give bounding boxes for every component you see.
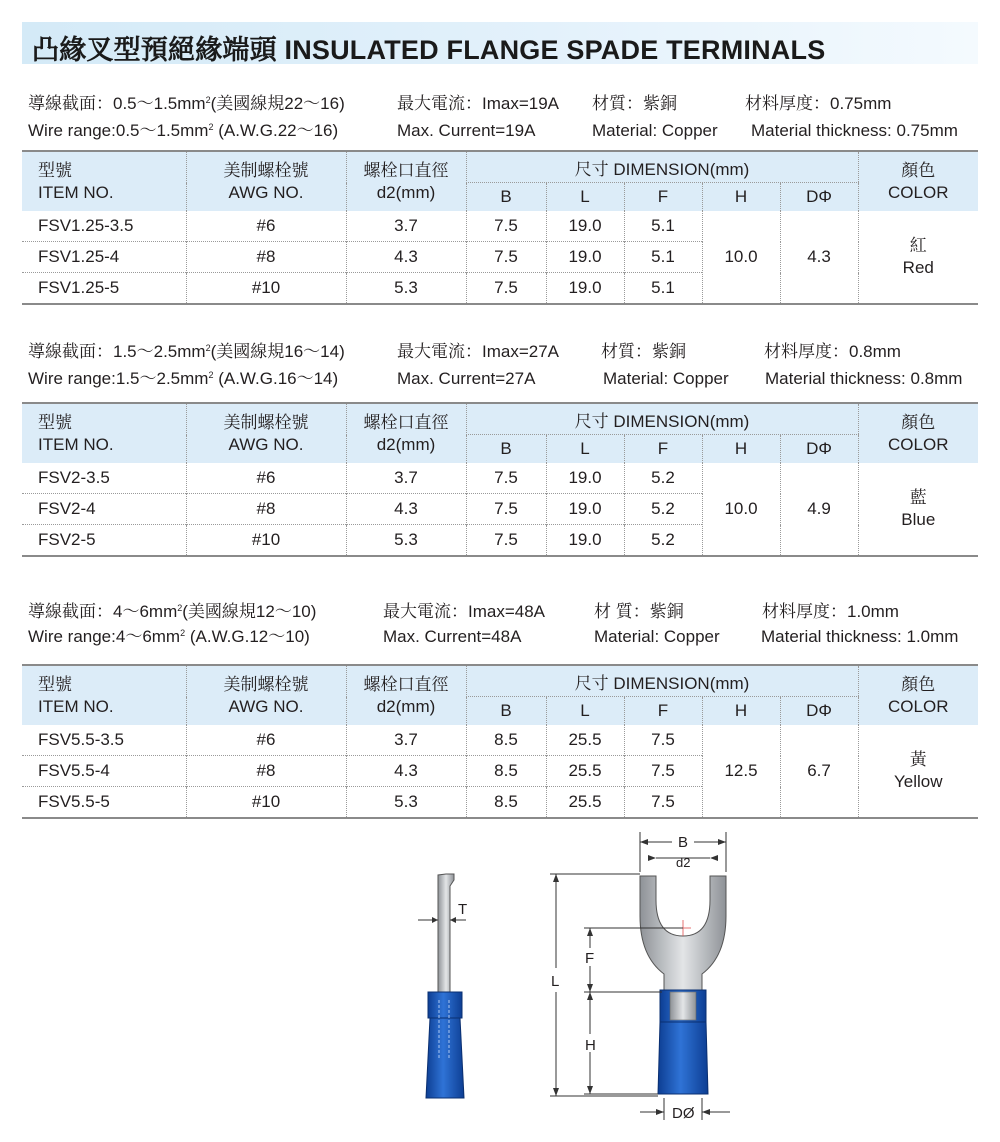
header-f: F: [624, 183, 702, 212]
b-value: 7.5: [466, 525, 546, 557]
header-d: DΦ: [780, 697, 858, 726]
item-no: FSV5.5-3.5: [38, 730, 124, 749]
terminal-drawing: [400, 828, 760, 1128]
l-value: 25.5: [546, 756, 624, 787]
header-f: F: [624, 697, 702, 726]
header-dimension: 尺寸 DIMENSION(mm): [466, 665, 858, 697]
header-dimension: 尺寸 DIMENSION(mm): [466, 151, 858, 183]
current-cn: 最大電流：Imax=19A: [397, 94, 560, 113]
title-banner: [22, 22, 978, 64]
l-value: 19.0: [546, 242, 624, 273]
material-cn: 材質：紫銅: [592, 94, 677, 113]
b-value: 8.5: [466, 756, 546, 787]
f-value: 5.2: [624, 463, 702, 494]
l-value: 19.0: [546, 525, 624, 557]
header-d: DΦ: [780, 435, 858, 464]
label-d2: d2: [676, 855, 691, 870]
awg-no: #6: [186, 463, 346, 494]
f-value: 7.5: [624, 787, 702, 819]
wire-range-en: Wire $range:1.5\sim 2.5mm^2$ (A.W.G.16～14): [28, 369, 339, 388]
header-b: B: [466, 697, 546, 726]
d2-value: 4.3: [346, 756, 466, 787]
wire-range-cn: 導線截面：$0.5\sim 1.5mm^2$(美國線規22～16): [28, 94, 345, 113]
awg-no: #6: [186, 211, 346, 242]
f-value: 5.2: [624, 494, 702, 525]
b-value: 8.5: [466, 725, 546, 756]
l-value: 25.5: [546, 787, 624, 819]
wire-range-cn: 導線截面：$4\sim 6mm^2$(美國線規12～10): [28, 602, 317, 621]
header-color: 顏色 COLOR: [858, 151, 978, 211]
page-title: 凸緣叉型預絕緣端頭 INSULATED FLANGE SPADE TERMINALS: [32, 35, 826, 65]
d2-value: 3.7: [346, 211, 466, 242]
wire-range-en: Wire $range:0.5\sim 1.5mm^2$ (A.W.G.22～16): [28, 121, 339, 140]
header-color: 顏色 COLOR: [858, 403, 978, 463]
material-cn: 材質：紫銅: [601, 342, 686, 361]
color-cell: 紅 Red: [858, 211, 978, 304]
table-row: [22, 211, 978, 242]
d2-value: 3.7: [346, 463, 466, 494]
header-h: H: [702, 697, 780, 726]
awg-no: #8: [186, 756, 346, 787]
b-value: 8.5: [466, 787, 546, 819]
label-h: H: [585, 1037, 596, 1054]
material-en: Material: Copper: [594, 627, 720, 646]
d2-value: 5.3: [346, 273, 466, 305]
b-value: 7.5: [466, 211, 546, 242]
wire-range-cn: 導線截面：$1.5\sim 2.5mm^2$(美國線規16～14): [28, 342, 345, 361]
thickness-cn: 材料厚度：1.0mm: [762, 602, 899, 621]
table-row: [22, 725, 978, 756]
f-value: 7.5: [624, 756, 702, 787]
header-l: L: [546, 183, 624, 212]
header-awg: 美制螺栓號 AWG NO.: [186, 403, 346, 463]
current-en: Max. Current=27A: [397, 369, 536, 388]
b-value: 7.5: [466, 494, 546, 525]
header-item: 型號 ITEM NO.: [22, 403, 186, 463]
f-value: 5.1: [624, 211, 702, 242]
front-view: [550, 832, 730, 1122]
thickness-en: Material thickness: 0.75mm: [751, 121, 958, 140]
f-value: 7.5: [624, 725, 702, 756]
d-value: 4.9: [780, 463, 858, 556]
d2-value: 3.7: [346, 725, 466, 756]
d2-value: 4.3: [346, 494, 466, 525]
spec-table-3: [22, 664, 978, 819]
material-cn: 材 質：紫銅: [594, 602, 684, 621]
thickness-en: Material thickness: 0.8mm: [765, 369, 963, 388]
header-awg: 美制螺栓號 AWG NO.: [186, 665, 346, 725]
f-value: 5.1: [624, 242, 702, 273]
b-value: 7.5: [466, 242, 546, 273]
header-h: H: [702, 435, 780, 464]
current-en: Max. Current=48A: [383, 627, 522, 646]
current-en: Max. Current=19A: [397, 121, 536, 140]
awg-no: #10: [186, 787, 346, 819]
header-awg: 美制螺栓號 AWG NO.: [186, 151, 346, 211]
header-l: L: [546, 435, 624, 464]
item-no: FSV1.25-3.5: [38, 216, 134, 235]
header-dimension: 尺寸 DIMENSION(mm): [466, 403, 858, 435]
f-value: 5.1: [624, 273, 702, 305]
header-item: 型號 ITEM NO.: [22, 665, 186, 725]
thickness-cn: 材料厚度：0.75mm: [745, 94, 892, 113]
d-value: 4.3: [780, 211, 858, 304]
awg-no: #6: [186, 725, 346, 756]
thickness-cn: 材料厚度：0.8mm: [764, 342, 901, 361]
spec-table-1: [22, 150, 978, 305]
h-value: 12.5: [702, 725, 780, 818]
awg-no: #10: [186, 273, 346, 305]
item-no: FSV1.25-5: [38, 278, 120, 297]
header-bolt: 螺栓口直徑 d2(mm): [346, 665, 466, 725]
label-f: F: [585, 950, 595, 967]
header-color: 顏色 COLOR: [858, 665, 978, 725]
b-value: 7.5: [466, 463, 546, 494]
side-view: [418, 874, 467, 1098]
d2-value: 5.3: [346, 525, 466, 557]
header-item: 型號 ITEM NO.: [22, 151, 186, 211]
header-f: F: [624, 435, 702, 464]
l-value: 19.0: [546, 463, 624, 494]
awg-no: #8: [186, 242, 346, 273]
current-cn: 最大電流：Imax=27A: [397, 342, 560, 361]
header-bolt: 螺栓口直徑 d2(mm): [346, 403, 466, 463]
label-l: L: [551, 973, 560, 990]
item-no: FSV5.5-4: [38, 761, 110, 780]
l-value: 25.5: [546, 725, 624, 756]
b-value: 7.5: [466, 273, 546, 305]
l-value: 19.0: [546, 211, 624, 242]
h-value: 10.0: [702, 463, 780, 556]
wire-range-en: Wire $range:4\sim 6mm^2$ (A.W.G.12～10): [28, 627, 310, 646]
label-d: DØ: [672, 1105, 695, 1122]
current-cn: 最大電流：Imax=48A: [383, 602, 546, 621]
color-cell: 藍 Blue: [858, 463, 978, 556]
material-en: Material: Copper: [592, 121, 718, 140]
awg-no: #8: [186, 494, 346, 525]
d2-value: 5.3: [346, 787, 466, 819]
header-b: B: [466, 183, 546, 212]
item-no: FSV2-5: [38, 530, 96, 549]
h-value: 10.0: [702, 211, 780, 304]
label-b: B: [678, 834, 689, 851]
item-no: FSV1.25-4: [38, 247, 120, 266]
item-no: FSV2-4: [38, 499, 96, 518]
header-b: B: [466, 435, 546, 464]
awg-no: #10: [186, 525, 346, 557]
header-l: L: [546, 697, 624, 726]
l-value: 19.0: [546, 273, 624, 305]
thickness-en: Material thickness: 1.0mm: [761, 627, 959, 646]
header-bolt: 螺栓口直徑 d2(mm): [346, 151, 466, 211]
table-row: [22, 463, 978, 494]
header-h: H: [702, 183, 780, 212]
d2-value: 4.3: [346, 242, 466, 273]
spec-table-2: [22, 402, 978, 557]
l-value: 19.0: [546, 494, 624, 525]
label-t: T: [458, 901, 468, 918]
item-no: FSV2-3.5: [38, 468, 110, 487]
f-value: 5.2: [624, 525, 702, 557]
color-cell: 黃 Yellow: [858, 725, 978, 818]
item-no: FSV5.5-5: [38, 792, 110, 811]
material-en: Material: Copper: [603, 369, 729, 388]
header-d: DΦ: [780, 183, 858, 212]
d-value: 6.7: [780, 725, 858, 818]
